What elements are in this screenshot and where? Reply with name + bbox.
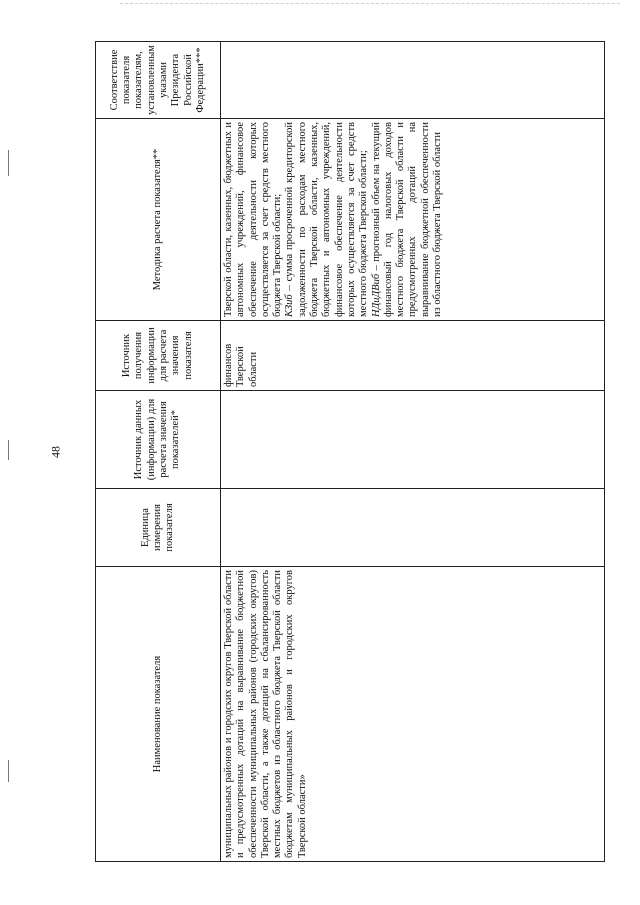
formula-variable: КЗиб — [284, 294, 296, 317]
scan-edge-mark — [8, 760, 9, 782]
method-text: – прогнозный объем на текущий финансовый год налоговых доходов местного бюджета Тверской области и предусмотренных дотаций на выравнивание бюджетной обеспеченности из областного бюджета Тверской области — [370, 122, 444, 317]
rotated-page-content — [95, 42, 605, 862]
method-paragraph-1: Тверской области, казенных, бюджетных и автономных учреждений, финансовое обеспечение деятельности которых осуществляется за счет средств местного бюджета Тверской области; — [223, 122, 284, 317]
page-number: 48 — [48, 446, 63, 458]
header-info-source: Источник получения информации для расчета значения показателя — [96, 321, 221, 391]
cell-method — [221, 119, 605, 321]
header-indicator-name: Наименование показателя — [96, 567, 221, 862]
cell-info-source: финансов Тверской области — [221, 321, 605, 391]
cell-compliance — [221, 42, 605, 119]
scan-artifact-line — [120, 3, 620, 5]
header-method: Методика расчета показателя** — [96, 119, 221, 321]
table-row — [221, 42, 605, 862]
scan-edge-mark — [8, 440, 9, 460]
indicators-table — [95, 41, 605, 862]
method-paragraph-2 — [284, 122, 370, 317]
method-paragraph-3 — [371, 122, 445, 317]
formula-variable: НДиДВиб — [370, 273, 382, 317]
scan-edge-mark — [8, 150, 9, 176]
method-text: – сумма просроченной кредиторской задолженности по расходам местного бюджета Тверской области, казенных, бюджетных и автономных учреждений, финансовое обеспечение деятельности которых осуществляется за счет средств местного бюджета Тверской области; — [284, 122, 370, 317]
indicator-name-text: муниципальных районов и городских округов Тверской области и предусмотренных дотаций на выравнивание бюджетной обеспеченности муниципальных районов (городских округов) Тверской области, а также дотаций на сбалансированность местных бюджетов из областного бюджета Тверской области бюджетам муниципальных районов и городских округов Тверской области» — [223, 570, 308, 858]
cell-data-source — [221, 391, 605, 489]
table-header-row — [96, 42, 221, 862]
header-compliance: Соответствие показателя показателям, установленным указами Президента Российской Федерации*** — [96, 42, 221, 119]
cell-unit — [221, 489, 605, 567]
header-unit: Единица измерения показателя — [96, 489, 221, 567]
cell-indicator-name — [221, 567, 605, 862]
header-data-source: Источник данных (информации) для расчета значения показателей* — [96, 391, 221, 489]
